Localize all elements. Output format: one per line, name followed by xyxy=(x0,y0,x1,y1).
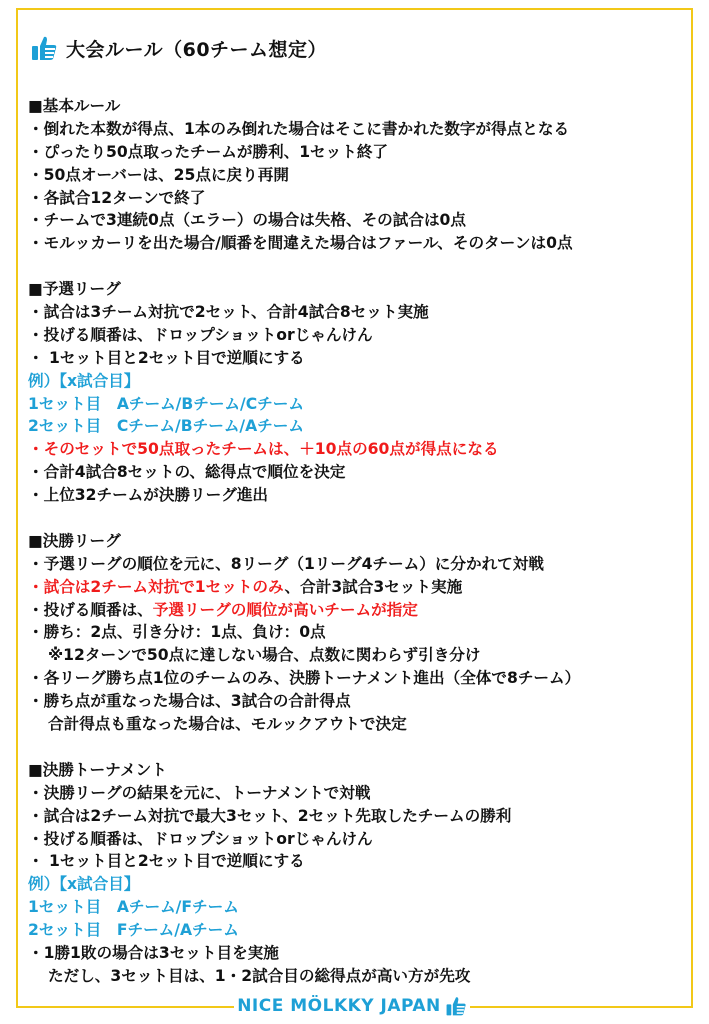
final-league-highlight: 予選リーグの順位が高いチームが指定 xyxy=(152,600,418,619)
basic-rule-item: ・倒れた本数が得点、1本のみ倒れた場合はそこに書かれた数字が得点となる xyxy=(28,119,570,138)
qualifier-rule-item: ・上位32チームが決勝リーグ進出 xyxy=(28,486,269,505)
final-league-note: 合計得点も重なった場合は、モルックアウトで決定 xyxy=(48,715,407,734)
final-league-item: ・勝ち点が重なった場合は、3試合の合計得点 xyxy=(28,692,351,711)
final-league-item xyxy=(28,576,688,599)
rules-content xyxy=(28,95,688,988)
tournament-rule-item: ・決勝リーグの結果を元に、トーナメントで対戦 xyxy=(28,783,371,802)
section-heading-qualifier: ■予選リーグ xyxy=(28,280,121,299)
section-heading-final-league: ■決勝リーグ xyxy=(28,531,121,550)
qualifier-highlight: ・そのセットで50点取ったチームは、＋10点の60点が得点になる xyxy=(28,440,499,459)
qualifier-rule-item: ・合計4試合8セットの、総得点で順位を決定 xyxy=(28,463,346,482)
tournament-rule-item: ・ 1セット目と2セット目で逆順にする xyxy=(28,852,305,871)
frame-bottom-left xyxy=(16,1006,234,1008)
tournament-rule-item: ・投げる順番は、ドロップショットorじゃんけん xyxy=(28,829,373,848)
final-league-item: ・勝ち：2点、引き分け：1点、負け：0点 xyxy=(28,623,326,642)
frame-bottom-right xyxy=(470,1006,693,1008)
tournament-rule-item: ・1勝1敗の場合は3セット目を実施 xyxy=(28,943,279,962)
tournament-example-line: 2セット目 Fチーム/Aチーム xyxy=(28,921,239,940)
final-league-item: ・各リーグ勝ち点1位のチームのみ、決勝トーナメント進出（全体で8チーム） xyxy=(28,669,581,688)
section-heading-basic: ■基本ルール xyxy=(28,97,121,115)
header xyxy=(30,32,327,64)
section-heading-tournament: ■決勝トーナメント xyxy=(28,760,167,779)
final-league-highlight: ・試合は2チーム対抗で1セットのみ xyxy=(28,577,285,596)
basic-rule-item: ・チームで3連続0点（エラー）の場合は失格、その試合は0点 xyxy=(28,211,466,230)
qualifier-example-label: 例）【x試合目】 xyxy=(28,371,140,390)
qualifier-rule-item: ・投げる順番は、ドロップショットorじゃんけん xyxy=(28,325,373,344)
page-title: 大会ルール（60チーム想定） xyxy=(66,38,328,61)
footer-brand xyxy=(234,990,470,1022)
basic-rule-item: ・50点オーバーは、25点に戻り再開 xyxy=(28,165,289,184)
basic-rule-item: ・ぴったり50点取ったチームが勝利、1セット終了 xyxy=(28,142,389,161)
tournament-note: ただし、3セット目は、1・2試合目の総得点が高い方が先攻 xyxy=(48,966,471,985)
tournament-rule-item: ・試合は2チーム対抗で最大3セット、2セット先取したチームの勝利 xyxy=(28,806,512,825)
basic-rule-item: ・各試合12ターンで終了 xyxy=(28,188,206,207)
final-league-item-prefix: ・投げる順番は、 xyxy=(28,600,153,619)
qualifier-example-line: 2セット目 Cチーム/Bチーム/Aチーム xyxy=(28,417,304,436)
final-league-item: ・予選リーグの順位を元に、8リーグ（1リーグ4チーム）に分かれて対戦 xyxy=(28,554,544,573)
brand-name: NICE MÖLKKY JAPAN xyxy=(237,996,441,1016)
basic-rule-item: ・モルッカーリを出た場合/順番を間違えた場合はファール、そのターンは0点 xyxy=(28,234,573,253)
final-league-item xyxy=(28,599,688,622)
qualifier-example-line: 1セット目 Aチーム/Bチーム/Cチーム xyxy=(28,394,304,413)
qualifier-rule-item: ・試合は3チーム対抗で2セット、合計4試合8セット実施 xyxy=(28,303,429,322)
thumbs-up-icon xyxy=(445,995,467,1017)
tournament-example-label: 例）【x試合目】 xyxy=(28,875,140,894)
final-league-item-rest: 、合計3試合3セット実施 xyxy=(284,577,463,596)
qualifier-rule-item: ・ 1セット目と2セット目で逆順にする xyxy=(28,348,305,367)
final-league-note: ※12ターンで50点に達しない場合、点数に関わらず引き分け xyxy=(48,646,481,665)
thumbs-up-icon xyxy=(30,34,58,62)
tournament-example-line: 1セット目 Aチーム/Fチーム xyxy=(28,898,239,917)
